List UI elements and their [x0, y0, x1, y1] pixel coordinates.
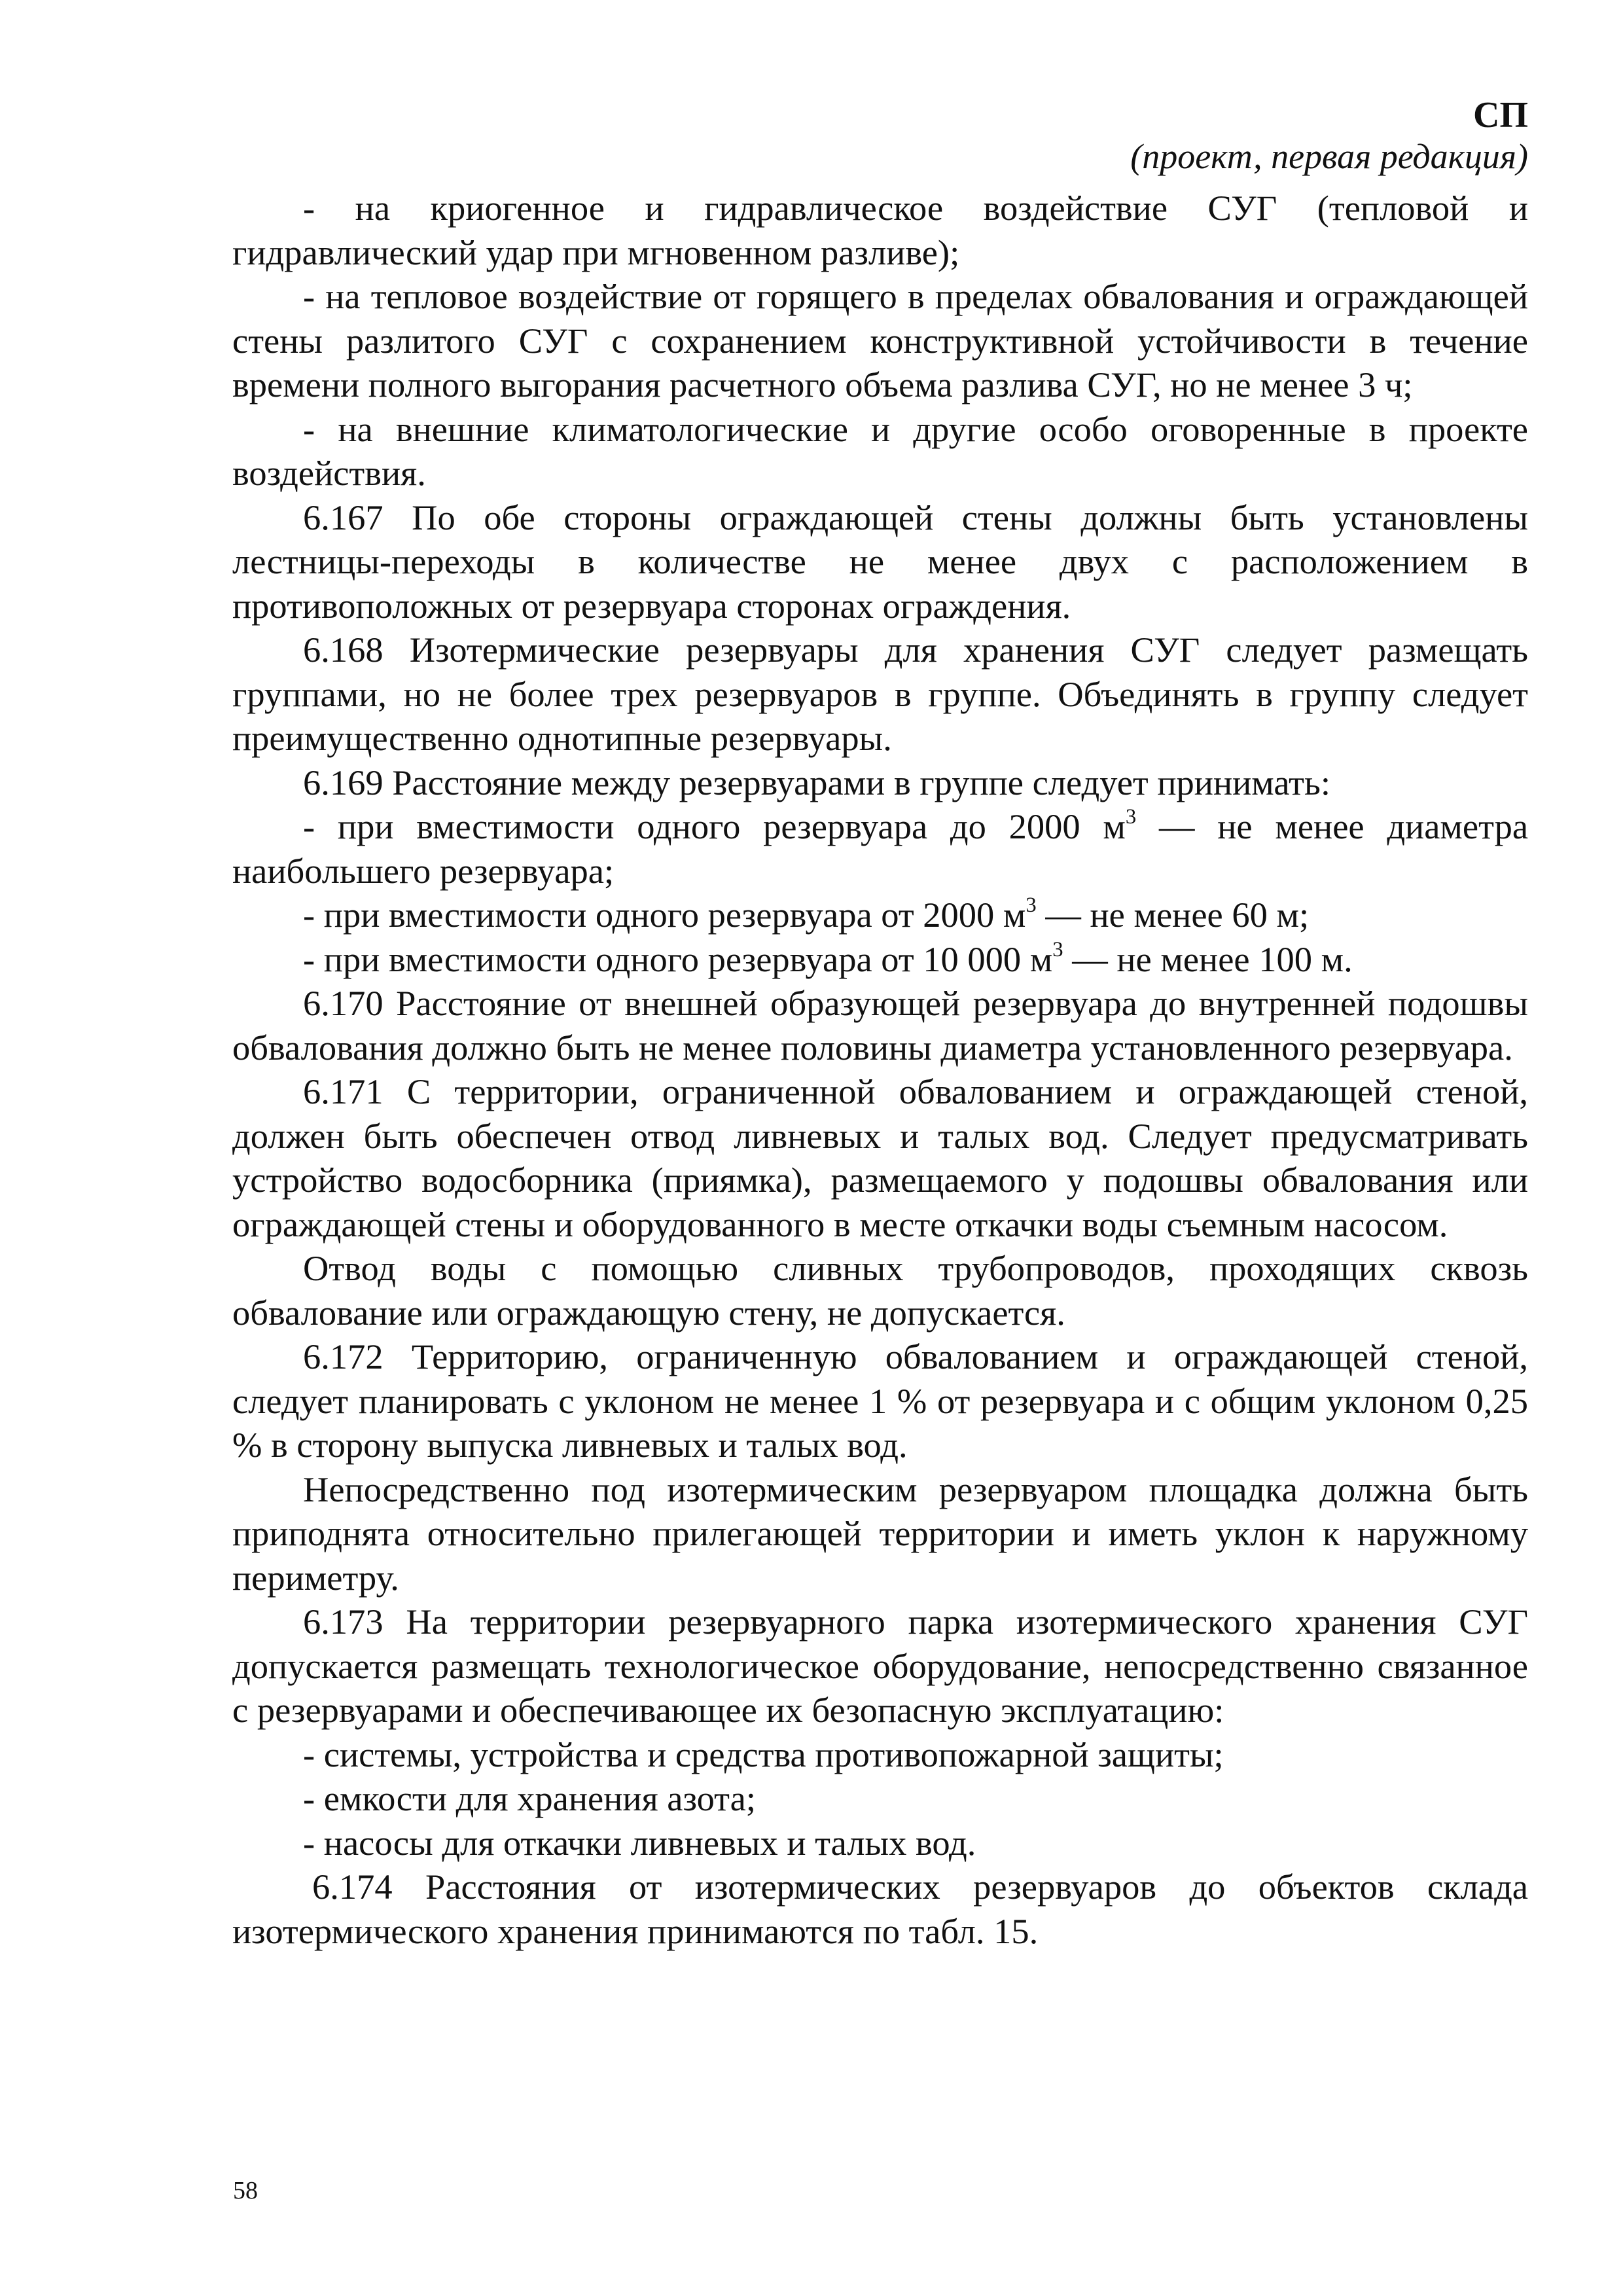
paragraph: - на криогенное и гидравлическое воздействие СУГ (тепловой и гидравлический удар при мгновенном разливе); [232, 188, 1528, 272]
text-run: — не менее диаметра наибольшего резервуара; [232, 806, 1529, 891]
paragraph: - системы, устройства и средства противопожарной защиты; [303, 1734, 1224, 1774]
text-run: — не менее 100 м. [1063, 939, 1353, 979]
text-run: - при вместимости одного резервуара от 10 000 м [303, 939, 1053, 979]
paragraph: 6.169 Расстояние между резервуарами в группе следует принимать: [303, 762, 1330, 802]
paragraph: - на внешние климатологические и другие особо оговоренные в проекте воздействия. [232, 408, 1528, 493]
paragraph: 6.167 По обе стороны ограждающей стены должны быть установлены лестницы-переходы в количестве не менее двух с расположением в противоположных от резервуара сторонах ограждения. [232, 497, 1528, 626]
text-run: — не менее 60 м; [1036, 895, 1310, 935]
page-number: 58 [233, 2177, 258, 2204]
text-run: - при вместимости одного резервуара до 2000 м [303, 806, 1126, 846]
paragraph: 6.172 Территорию, ограниченную обвалованием и ограждающей стеной, следует планировать с уклоном не менее 1 % от резервуара и с общим уклоном 0,25 % в сторону выпуска ливневых и талых вод. [232, 1336, 1528, 1465]
body-text [232, 186, 1528, 1953]
paragraph: - насосы для откачки ливневых и талых вод. [303, 1822, 976, 1863]
paragraph: Отвод воды с помощью сливных трубопроводов, проходящих сквозь обвалование или ограждающую стену, не допускается. [232, 1248, 1528, 1333]
paragraph: - емкости для хранения азота; [303, 1778, 757, 1818]
superscript: 3 [1026, 893, 1037, 918]
paragraph: 6.174 Расстояния от изотермических резервуаров до объектов склада изотермического хранения принимаются по табл. 15. [232, 1867, 1528, 1951]
superscript: 3 [1125, 805, 1137, 829]
text-run: - при вместимости одного резервуара от 2000 м [303, 895, 1026, 935]
paragraph: 6.168 Изотермические резервуары для хранения СУГ следует размещать группами, но не более трех резервуаров в группе. Объединять в группу следует преимущественно однотипные резервуары. [232, 630, 1528, 758]
paragraph: 6.173 На территории резервуарного парка изотермического хранения СУГ допускается размещать технологическое оборудование, непосредственно связанное с резервуарами и обеспечивающее их безопасную эксплуатацию: [232, 1602, 1528, 1730]
paragraph [232, 804, 1528, 893]
paragraph: 6.170 Расстояние от внешней образующей резервуара до внутренней подошвы обвалования должно быть не менее половины диаметра установленного резервуара. [232, 983, 1528, 1067]
paragraph: - на тепловое воздействие от горящего в пределах обвалования и ограждающей стены разлитого СУГ с сохранением конструктивной устойчивости в течение времени полного выгорания расчетного объема разлива СУГ, но не менее 3 ч; [232, 276, 1528, 404]
paragraph [232, 893, 1528, 937]
document-code: СП [1473, 95, 1528, 135]
document-status: (проект, первая редакция) [1130, 137, 1528, 176]
paragraph: 6.171 С территории, ограниченной обвалованием и ограждающей стеной, должен быть обеспечен отвод ливневых и талых вод. Следует предусматривать устройство водосборника (приямка), размещаемого у подошвы обвалования или ограждающей стены и оборудованного в месте откачки воды съемным насосом. [232, 1071, 1528, 1244]
superscript: 3 [1052, 937, 1063, 961]
paragraph [232, 937, 1528, 982]
paragraph: Непосредственно под изотермическим резервуаром площадка должна быть приподнята относительно прилегающей территории и иметь уклон к наружному периметру. [232, 1469, 1528, 1598]
